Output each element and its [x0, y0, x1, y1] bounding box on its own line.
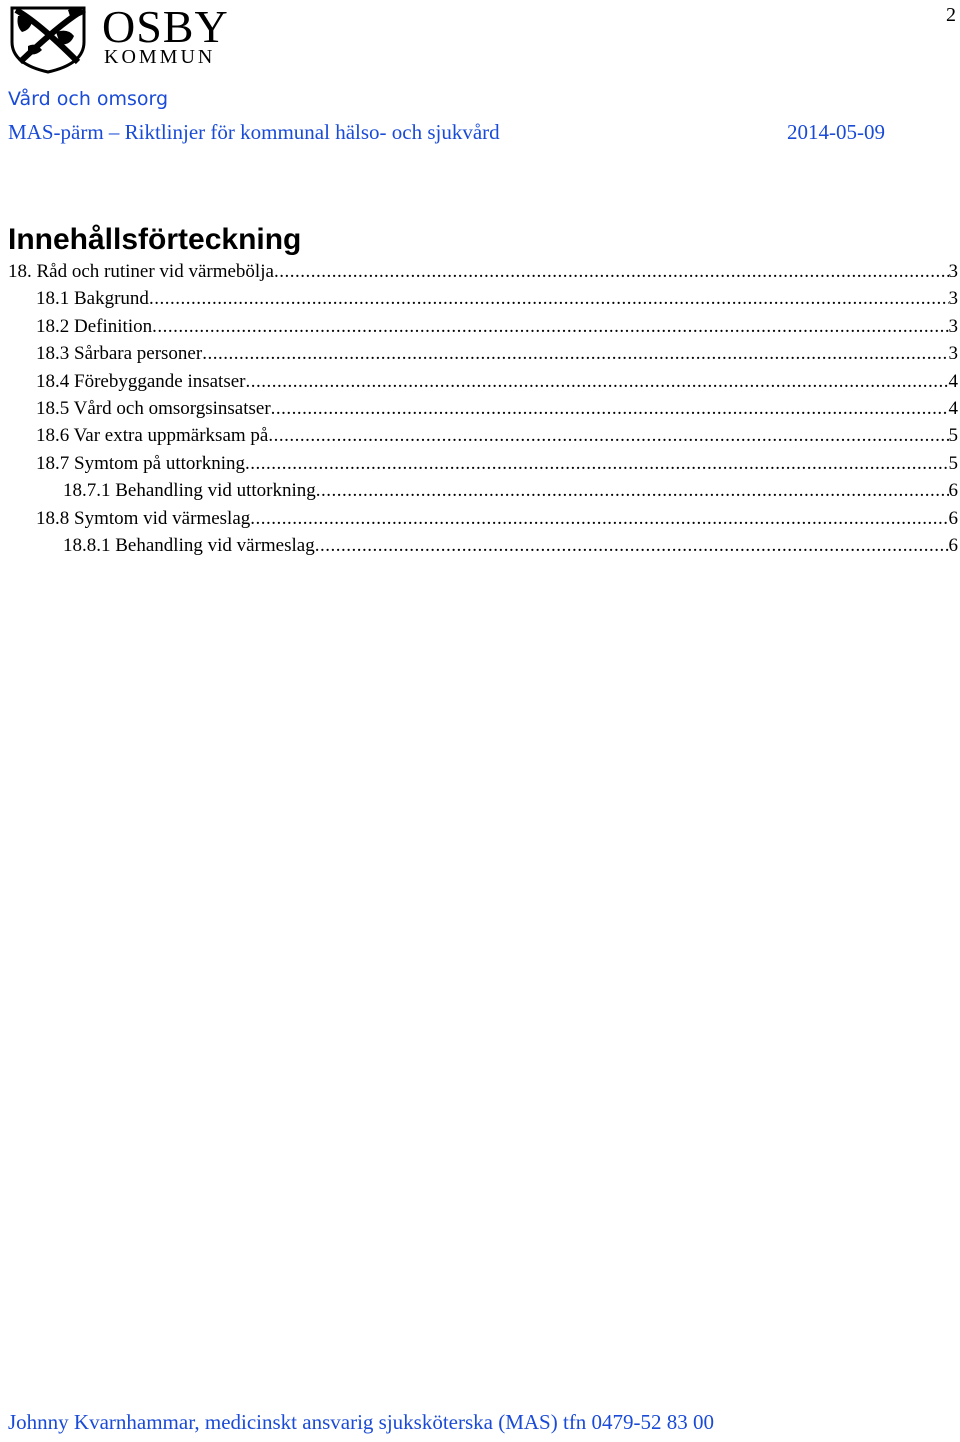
footer-contact: Johnny Kvarnhammar, medicinskt ansvarig sjuksköterska (MAS) tfn 0479-52 83 00 — [8, 1410, 715, 1434]
toc-entry-text: 18.1 Bakgrund — [36, 288, 149, 310]
toc-leader-dots — [250, 505, 948, 532]
document-title: MAS-pärm – Riktlinjer för kommunal hälso- och sjukvård — [8, 120, 500, 144]
toc-leader-dots — [245, 368, 948, 395]
toc-entry[interactable] — [8, 532, 958, 559]
toc-entry-text: 18. Råd och rutiner vid värmebölja — [8, 261, 274, 282]
toc-entry-page: 5 — [948, 425, 958, 447]
toc-entry-page: 3 — [948, 288, 958, 310]
toc-leader-dots — [271, 395, 949, 422]
osby-kommun-logo — [8, 2, 258, 74]
toc-entry[interactable] — [8, 450, 958, 477]
toc-leader-dots — [268, 422, 948, 449]
toc-entry-page: 5 — [948, 452, 958, 474]
toc-leader-dots — [149, 285, 949, 312]
toc-entry-text: 18.5 Vård och omsorgsinsatser — [36, 397, 271, 419]
toc-entry-page: 4 — [948, 370, 958, 392]
toc-entry[interactable] — [8, 258, 958, 285]
toc-entry-page: 4 — [948, 397, 958, 419]
toc-entry-text: 18.8.1 Behandling vid värmeslag — [63, 534, 315, 556]
logo-subtitle: KOMMUN — [104, 46, 216, 68]
toc-entry[interactable] — [8, 340, 958, 367]
page-number: 2 — [946, 4, 956, 26]
toc-entry[interactable] — [8, 477, 958, 504]
toc-leader-dots — [315, 532, 949, 559]
toc-entry[interactable] — [8, 313, 958, 340]
toc-entry-text: 18.3 Sårbara personer — [36, 343, 203, 365]
toc-entry-page: 6 — [948, 480, 958, 502]
toc-entry-page: 3 — [948, 343, 958, 365]
toc-entry-page: 3 — [948, 261, 958, 282]
toc-leader-dots — [245, 450, 949, 477]
toc-entry[interactable] — [8, 368, 958, 395]
toc-entry-text: 18.2 Definition — [36, 315, 153, 337]
document-date: 2014-05-09 — [787, 120, 885, 144]
toc-entry[interactable] — [8, 285, 958, 312]
toc-entry[interactable] — [8, 505, 958, 532]
toc-leader-dots — [316, 477, 949, 504]
logo-wordmark: OSBY — [102, 1, 229, 52]
toc-entry[interactable] — [8, 422, 958, 449]
toc-entry-page: 3 — [948, 315, 958, 337]
toc-leader-dots — [202, 340, 948, 367]
toc-entry[interactable] — [8, 395, 958, 422]
coat-of-arms-icon — [8, 2, 92, 74]
toc-leader-dots — [274, 258, 949, 285]
toc-entry-text: 18.4 Förebyggande insatser — [36, 370, 246, 392]
department-label: Vård och omsorg — [8, 88, 169, 110]
toc-entry-page: 6 — [948, 534, 958, 556]
toc-entry-page: 6 — [948, 507, 958, 529]
toc-entry-text: 18.7 Symtom på uttorkning — [36, 452, 245, 474]
toc-entry-text: 18.8 Symtom vid värmeslag — [36, 507, 251, 529]
toc-entry-text: 18.6 Var extra uppmärksam på — [36, 425, 269, 447]
toc-leader-dots — [152, 313, 948, 340]
table-of-contents — [8, 258, 958, 559]
toc-entry-text: 18.7.1 Behandling vid uttorkning — [63, 480, 316, 502]
toc-heading: Innehållsförteckning — [8, 223, 302, 256]
